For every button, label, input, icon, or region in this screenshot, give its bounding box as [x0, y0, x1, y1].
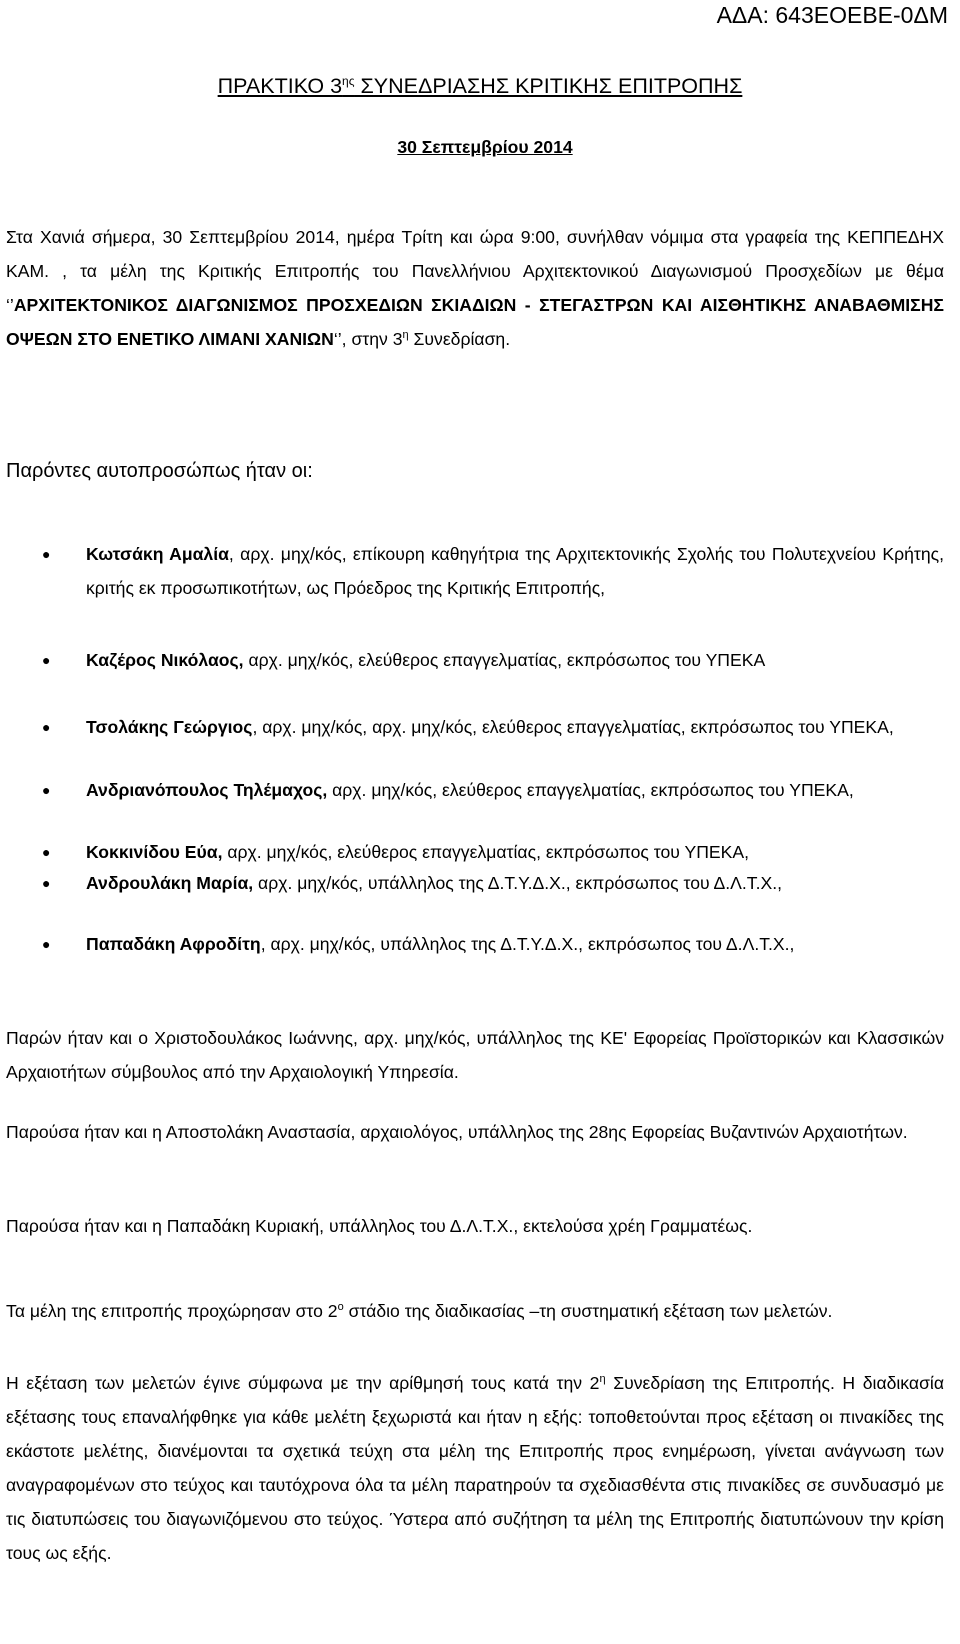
member-name: Τσολάκης Γεώργιος	[86, 717, 253, 737]
document-title	[170, 72, 790, 100]
member-text	[86, 835, 944, 869]
member-text	[86, 643, 944, 677]
bullet-icon: ●	[42, 546, 51, 562]
member-name: Ανδρουλάκη Μαρία,	[86, 873, 254, 893]
exam-superscript: η	[599, 1373, 606, 1386]
document-date: 30 Σεπτεμβρίου 2014	[397, 137, 573, 157]
member-text	[86, 710, 944, 744]
intro-paragraph	[6, 220, 944, 356]
member-text	[86, 866, 944, 900]
member-text	[86, 773, 944, 807]
paragraph-apostolaki: Παρούσα ήταν και η Αποστολάκη Αναστασία, αρχαιολόγος, υπάλληλος της 28ης Εφορείας Βυζαντινών Αρχαιοτήτων.	[6, 1122, 908, 1142]
stage-text: Τα μέλη της επιτροπής προχώρησαν στο 2	[6, 1301, 338, 1321]
paragraph-christodoulakos: Παρών ήταν και ο Χριστοδουλάκος Ιωάννης, αρχ. μηχ/κός, υπάλληλος της ΚΕ' Εφορείας Προϊστορικών και Κλασσικών Αρχαιοτήτων σύμβουλος από την Αρχαιολογική Υπηρεσία.	[6, 1028, 944, 1082]
bullet-icon: ●	[42, 719, 51, 735]
member-text	[86, 927, 944, 961]
present-heading: Παρόντες αυτοπροσώπως ήταν οι:	[6, 460, 313, 482]
member-details: αρχ. μηχ/κός, ελεύθερος επαγγελματίας, εκπρόσωπος του ΥΠΕΚΑ,	[222, 842, 750, 862]
bullet-icon: ●	[42, 782, 51, 798]
competition-subject: ΑΡΧΙΤΕΚΤΟΝΙΚΟΣ ΔΙΑΓΩΝΙΣΜΟΣ ΠΡΟΣΧΕΔΙΩΝ ΣΚΙΑΔΙΩΝ - ΣΤΕΓΑΣΤΡΩΝ ΚΑΙ ΑΙΣΘΗΤΙΚΗΣ ΑΝΑΒΑΘΜΙΣΗΣ ΟΨΕΩΝ ΣΤΟ ΕΝΕΤΙΚΟ ΛΙΜΑΝΙ ΧΑΝΙΩΝ	[6, 295, 944, 349]
intro-text: Στα Χανιά σήμερα, 30 Σεπτεμβρίου 2014, ημέρα Τρίτη και ώρα 9:00, συνήλθαν νόμιμα στα γραφεία της ΚΕΠΠΕΔΗΧ ΚΑΜ. , τα μέλη της Κριτικής Επιτροπής του Πανελλήνιου Αρχιτεκτονικού Διαγωνισμού Προσχεδίων με θέμα ‘’	[6, 227, 944, 315]
member-name: Ανδριανόπουλος Τηλέμαχος,	[86, 780, 328, 800]
member-details: αρχ. μηχ/κός, ελεύθερος επαγγελματίας, εκπρόσωπος του ΥΠΕΚΑ	[243, 650, 766, 670]
title-text: ΠΡΑΚΤΙΚΟ 3	[217, 74, 343, 98]
stage-superscript: ο	[337, 1301, 344, 1314]
member-details: , αρχ. μηχ/κός, υπάλληλος της Δ.Τ.Υ.Δ.Χ., εκπρόσωπος του Δ.Λ.Τ.Χ.,	[260, 934, 795, 954]
paragraph-examination	[6, 1366, 944, 1570]
bullet-icon: ●	[42, 652, 51, 668]
paragraph-papadaki: Παρούσα ήταν και η Παπαδάκη Κυριακή, υπάλληλος του Δ.Λ.Τ.Χ., εκτελούσα χρέη Γραμματέως.	[6, 1216, 753, 1236]
intro-superscript: η	[402, 329, 409, 342]
member-name: Κοκκινίδου Εύα,	[86, 842, 223, 862]
bullet-icon: ●	[42, 875, 51, 891]
intro-text-2: ‘’, στην 3	[333, 329, 403, 349]
ada-code: ΑΔΑ: 643ΕΟΕΒΕ-0ΔΜ	[716, 2, 948, 28]
title-text-rest: ΣΥΝΕΔΡΙΑΣΗΣ ΚΡΙΤΙΚΗΣ ΕΠΙΤΡΟΠΗΣ	[354, 74, 743, 98]
title-superscript: ης	[342, 73, 355, 88]
member-details: αρχ. μηχ/κός, υπάλληλος της Δ.Τ.Υ.Δ.Χ., εκπρόσωπος του Δ.Λ.Τ.Χ.,	[253, 873, 783, 893]
member-name: Καζέρος Νικόλαος,	[86, 650, 244, 670]
paragraph-stage	[6, 1294, 944, 1328]
member-name: Παπαδάκη Αφροδίτη	[86, 934, 261, 954]
member-name: Κωτσάκη Αμαλία	[86, 544, 229, 564]
member-details: αρχ. μηχ/κός, ελεύθερος επαγγελματίας, εκπρόσωπος του ΥΠΕΚΑ,	[327, 780, 854, 800]
intro-text-3: Συνεδρίαση.	[408, 329, 511, 349]
stage-text-rest: στάδιο της διαδικασίας –τη συστηματική εξέταση των μελετών.	[343, 1301, 833, 1321]
exam-text-rest: Συνεδρίαση της Επιτροπής. Η διαδικασία εξέτασης τους επαναλήφθηκε για κάθε μελέτη ξεχωριστά και ήταν η εξής: τοποθετούνται προς εξέταση οι πινακίδες της εκάστοτε μελέτης, διανέμονται τα σχετικά τεύχη στα μέλη της Επιτροπής προς ενημέρωση, γίνεται ανάγνωση των αναγραφομένων στο τεύχος και ταυτόχρονα όλα τα μέλη παρατηρούν τα σχεδιασθέντα στις πινακίδες σε συνδυασμό με τις διατυπώσεις του διαγωνιζόμενου στο τεύχος. Ύστερα από συζήτηση τα μέλη της Επιτροπής διατυπώνουν την κρίση τους ως εξής.	[6, 1373, 945, 1563]
member-details: , αρχ. μηχ/κός, αρχ. μηχ/κός, ελεύθερος επαγγελματίας, εκπρόσωπος του ΥΠΕΚΑ,	[252, 717, 894, 737]
member-text	[86, 537, 944, 605]
member-details: , αρχ. μηχ/κός, επίκουρη καθηγήτρια της Αρχιτεκτονικής Σχολής του Πολυτεχνείου Κρήτης, κριτής εκ προσωπικοτήτων, ως Πρόεδρος της Κριτικής Επιτροπής,	[86, 544, 944, 598]
bullet-icon: ●	[42, 936, 51, 952]
bullet-icon: ●	[42, 844, 51, 860]
exam-text: Η εξέταση των μελετών έγινε σύμφωνα με την αρίθμησή τους κατά την 2	[6, 1373, 600, 1393]
